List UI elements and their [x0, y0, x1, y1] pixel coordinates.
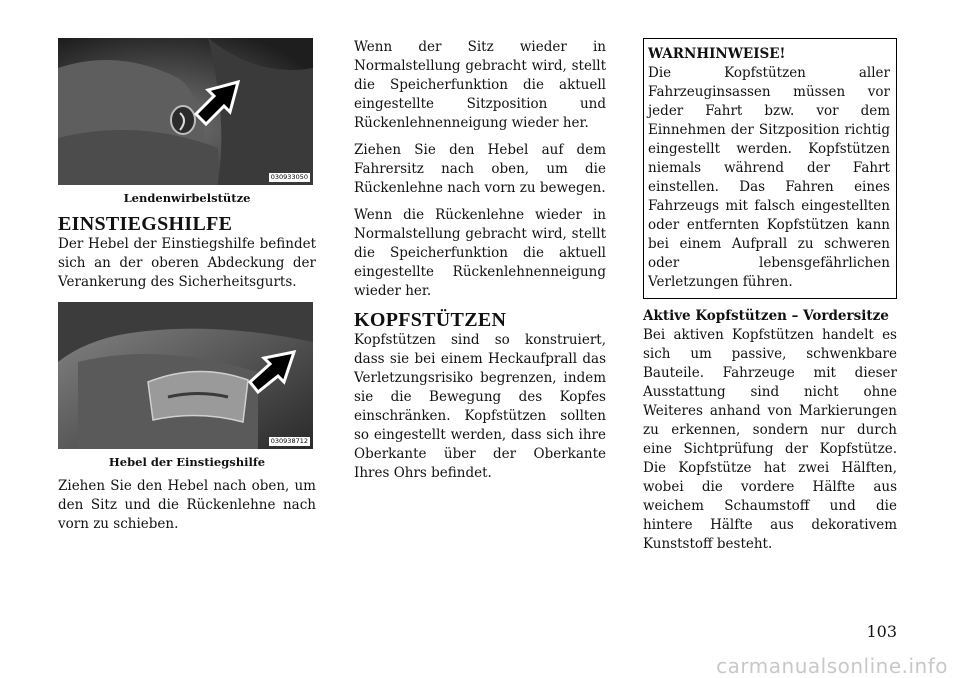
paragraph: Kopfstützen sind so konstruiert, dass sie bei einem Heckaufprall das Verletzungsrisiko begrenzen, indem sie die Bewegung des Kopfes einschränken. Kopfstützen sollten so eingestellt werden, dass sich ihre Oberkante über der Oberkante Ihres Ohrs befindet.: [354, 332, 606, 481]
paragraph: Wenn der Sitz wieder in Normalstellung gebracht wird, stellt die Speicherfunktion die aktuell eingestellte Sitzposition und Rückenlehnenneigung wieder her.: [354, 39, 606, 131]
paragraph: Wenn die Rückenlehne wieder in Normalstellung gebracht wird, stellt die Speicherfunktion die aktuell eingestellte Rückenlehnenneigung wieder her.: [354, 207, 606, 299]
warning-title: WARNHINWEISE!: [648, 46, 786, 62]
paragraph: Ziehen Sie den Hebel auf dem Fahrersitz nach oben, um die Rückenlehne nach vorn zu bewegen.: [354, 142, 606, 196]
right-column: [643, 38, 897, 562]
figure-code: 030938712: [270, 437, 308, 445]
figure-caption: Hebel der Einstiegshilfe: [108, 455, 266, 469]
paragraph: Ziehen Sie den Hebel nach oben, um den Sitz und die Rückenlehne nach vorn zu schieben.: [58, 478, 316, 532]
easy-entry-lever-illustration: [58, 302, 313, 449]
paragraph: Der Hebel der Einstiegshilfe befindet sich an der oberen Abdeckung der Verankerung des Sicherheitsgurts.: [58, 236, 316, 290]
figure-code: 030933050: [270, 173, 308, 181]
warning-box: [643, 38, 897, 299]
middle-column: [354, 38, 606, 491]
section-heading-einstiegshilfe: EINSTIEGSHILFE: [58, 213, 233, 235]
paragraph: Bei aktiven Kopfstützen handelt es sich um passive, schwenkbare Bauteile. Fahrzeuge mit dieser Ausstattung sind nicht ohne Weiteres anhand von Markierungen zu erkennen, sondern nur durch eine Sichtprüfung der Kopfstütze. Die Kopfstütze hat zwei Hälften, wobei die vordere Hälfte aus weichem Schaumstoff und die hintere Hälfte aus dekorativem Kunststoff besteht.: [643, 327, 897, 552]
lumbar-support-illustration: [58, 38, 313, 185]
watermark: carmanualsonline.info: [716, 654, 948, 678]
lumbar-support-photo: [58, 38, 313, 185]
left-column: [58, 38, 316, 542]
page-number: 103: [866, 622, 897, 641]
warning-text: Die Kopfstützen aller Fahrzeuginsassen müssen vor jeder Fahrt bzw. vor dem Einnehmen der Sitzposition richtig eingestellt werden. Kopfstützen niemals während der Fahrt einstellen. Das Fahren eines Fahrzeugs mit falsch eingestellten oder entfernten Kopfstützen kann bei einem Aufprall zu schweren oder lebensgefährlichen Verletzungen führen.: [648, 65, 890, 290]
easy-entry-lever-photo: [58, 302, 313, 449]
figure-caption: Lendenwirbelstütze: [123, 191, 251, 205]
subheading-active-head-restraints: Aktive Kopfstützen – Vordersitze: [643, 308, 889, 324]
section-heading-kopfstuetzen: KOPFSTÜTZEN: [354, 309, 507, 331]
